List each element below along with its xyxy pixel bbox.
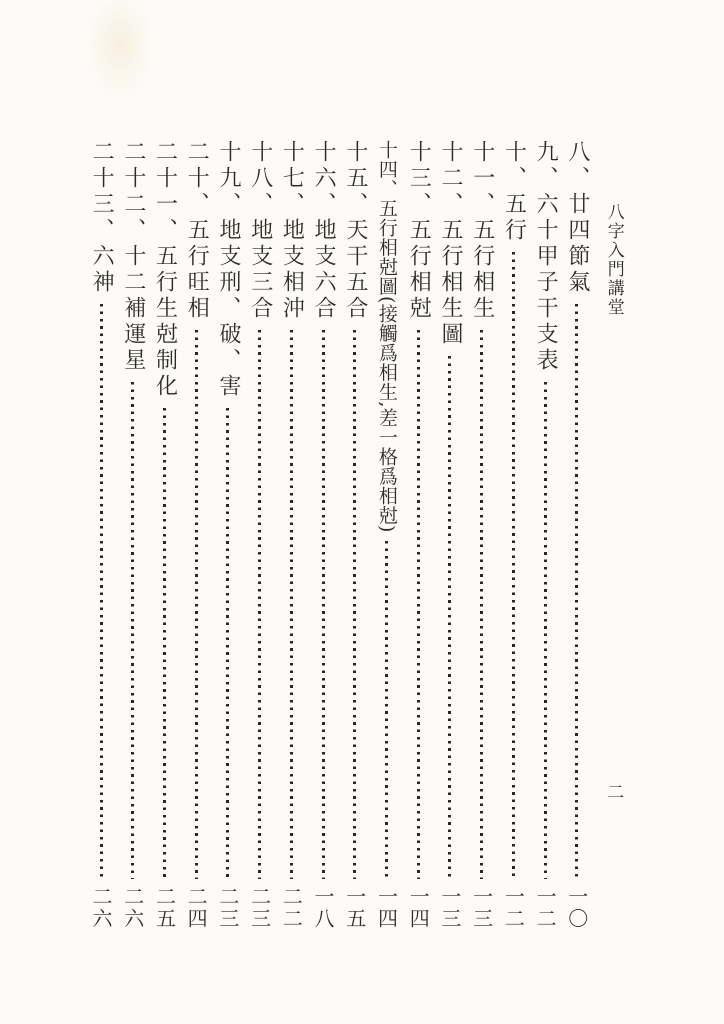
toc-entry — [151, 140, 177, 930]
toc-entry — [120, 140, 146, 930]
toc-entry-page-number: 二四 — [184, 886, 209, 930]
toc-entry — [437, 140, 463, 930]
toc-entry-page-number: 一八 — [311, 886, 336, 930]
dotted-leader — [100, 304, 103, 879]
toc-entry-page-number: 二三 — [247, 886, 272, 930]
dotted-leader — [544, 382, 547, 879]
toc-entry-page-number: 一五 — [342, 886, 367, 930]
dotted-leader — [385, 541, 388, 879]
toc-entry-page-number: 一三 — [437, 886, 462, 930]
dotted-leader — [417, 330, 420, 879]
toc-entry-title: 十九、地支刑、破、害 — [215, 140, 241, 400]
toc-entry-title: 十二、五行相生圖 — [438, 140, 463, 348]
toc-entry-page-number: 二六 — [89, 886, 113, 930]
dotted-leader — [131, 382, 134, 879]
toc-entry-title: 八、廿四節氣 — [564, 140, 590, 296]
folio-page-number: 二 — [607, 783, 624, 803]
toc-entry — [532, 140, 558, 930]
toc-entry — [88, 140, 114, 930]
dotted-leader — [258, 330, 261, 879]
toc-entry-title: 十八、地支三合 — [247, 140, 273, 322]
toc-entry-title: 二十三、六神 — [89, 140, 115, 296]
toc-entry-title: 十三、五行相尅 — [406, 140, 432, 322]
toc-entry — [310, 140, 336, 930]
dotted-leader — [195, 330, 198, 879]
toc-entry — [469, 140, 495, 930]
toc-entry-title: 二十、五行旺相 — [184, 140, 210, 322]
table-of-contents — [88, 140, 590, 930]
dotted-leader — [480, 330, 483, 879]
toc-entry-title: 十六、地支六合 — [311, 140, 337, 322]
running-title: 八字入門講堂 — [603, 203, 624, 317]
toc-entry-page-number: 一二 — [501, 886, 526, 930]
toc-entry-title: 十四、五行相尅圖(接觸爲相生,差一格爲相尅) — [375, 140, 398, 533]
toc-entry-page-number: 二五 — [152, 886, 177, 930]
toc-entry-title: 二十一、五行生尅制化 — [152, 140, 178, 400]
toc-entry-title: 十一、五行相生 — [469, 140, 495, 322]
toc-entry — [278, 140, 304, 930]
toc-entry — [342, 140, 368, 930]
dotted-leader — [163, 408, 166, 879]
toc-entry — [405, 140, 431, 930]
toc-entry — [564, 140, 590, 930]
toc-entry-title: 十五、天干五合 — [342, 140, 368, 322]
toc-entry-page-number: 二六 — [120, 886, 145, 930]
toc-entry — [215, 140, 241, 930]
toc-entry — [183, 140, 209, 930]
toc-entry-page-number: 二三 — [215, 886, 240, 930]
toc-entry-page-number: 二二 — [279, 886, 304, 930]
toc-entry — [373, 140, 399, 930]
toc-entry-page-number: 一二 — [533, 886, 558, 930]
dotted-leader — [226, 408, 229, 879]
toc-entry-page-number: 一三 — [469, 886, 494, 930]
dotted-leader — [512, 252, 515, 879]
toc-entry-title: 十七、地支相沖 — [279, 140, 305, 322]
dotted-leader — [322, 330, 325, 879]
dotted-leader — [353, 330, 356, 879]
toc-entry — [247, 140, 273, 930]
toc-entry-title: 二十二、十二補運星 — [120, 140, 146, 374]
toc-entry-title: 十、五行 — [501, 140, 527, 244]
dotted-leader — [290, 330, 293, 879]
toc-entry-page-number: 一四 — [406, 886, 431, 930]
dotted-leader — [448, 356, 451, 879]
toc-entry-page-number: 一四 — [374, 886, 399, 930]
toc-entry — [500, 140, 526, 930]
toc-entry-page-number: 一〇 — [564, 886, 589, 930]
toc-entry-title: 九、六十甲子干支表 — [533, 140, 559, 374]
dotted-leader — [575, 304, 578, 879]
